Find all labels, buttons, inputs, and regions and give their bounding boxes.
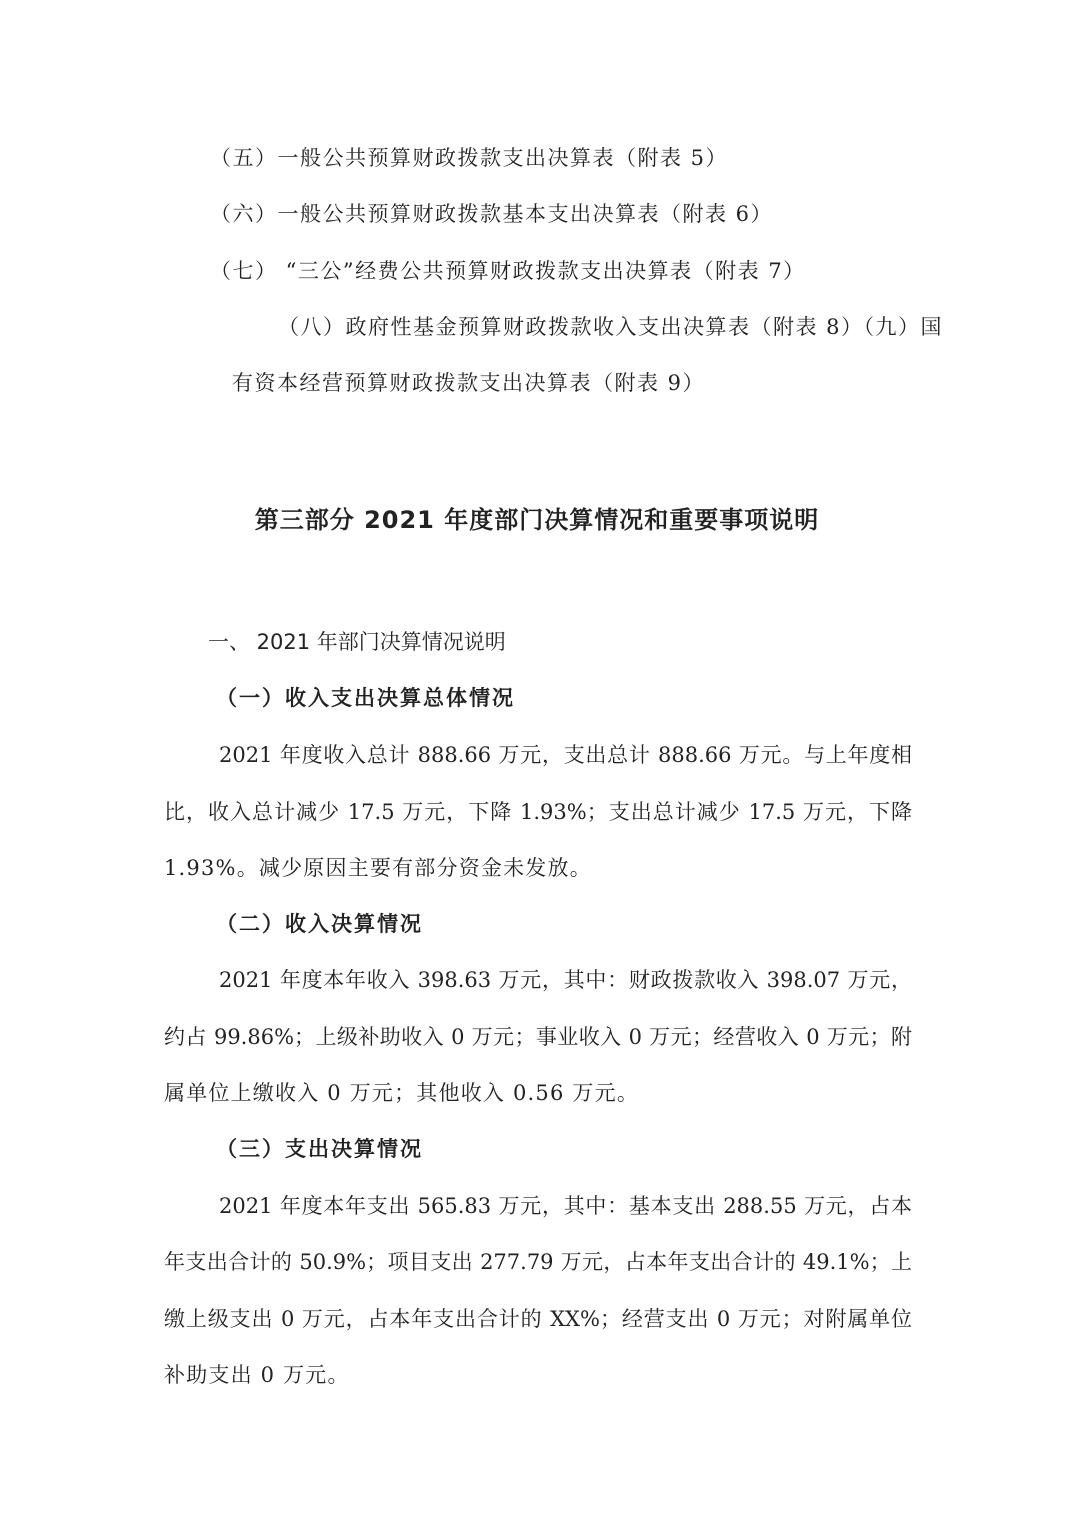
toc-item-5: （五）一般公共预算财政拨款支出决算表（附表 5） xyxy=(210,146,729,170)
section-heading: 一、 2021 年部门决算情况说明 xyxy=(208,630,506,654)
paragraph-line: 1.93%。减少原因主要有部分资金未发放。 xyxy=(164,856,592,880)
toc-item-7: （七） “三公”经费公共预算财政拨款支出决算表（附表 7） xyxy=(210,259,806,283)
paragraph-line: 2021 年度本年支出 565.83 万元，其中：基本支出 288.55 万元，占本 xyxy=(219,1194,912,1218)
subheading-overall: （一）收入支出决算总体情况 xyxy=(216,685,515,710)
subheading-expenditure: （三）支出决算情况 xyxy=(216,1136,423,1161)
toc-item-8-line1: （八）政府性基金预算财政拨款收入支出决算表（附表 8）（九）国 xyxy=(278,315,944,339)
toc-item-8-line2: 有资本经营预算财政拨款支出决算表（附表 9） xyxy=(232,371,706,395)
subheading-income: （二）收入决算情况 xyxy=(216,911,423,936)
toc-item-6: （六）一般公共预算财政拨款基本支出决算表（附表 6） xyxy=(210,202,774,226)
paragraph-line: 比，收入总计减少 17.5 万元，下降 1.93%；支出总计减少 17.5 万元，下降 xyxy=(164,800,912,824)
paragraph-line: 约占 99.86%；上级补助收入 0 万元；事业收入 0 万元；经营收入 0 万元；附 xyxy=(164,1025,912,1049)
paragraph-line: 年支出合计的 50.9%；项目支出 277.79 万元，占本年支出合计的 49.1%；上 xyxy=(164,1250,912,1274)
paragraph-line: 缴上级支出 0 万元，占本年支出合计的 XX%；经营支出 0 万元；对附属单位 xyxy=(164,1307,912,1331)
part-title: 第三部分 2021 年度部门决算情况和重要事项说明 xyxy=(254,506,820,534)
paragraph-line: 2021 年度收入总计 888.66 万元，支出总计 888.66 万元。与上年度相 xyxy=(219,743,912,767)
paragraph-line: 2021 年度本年收入 398.63 万元，其中：财政拨款收入 398.07 万元， xyxy=(219,968,912,992)
paragraph-line: 属单位上缴收入 0 万元；其他收入 0.56 万元。 xyxy=(164,1081,640,1105)
paragraph-line: 补助支出 0 万元。 xyxy=(164,1363,350,1387)
